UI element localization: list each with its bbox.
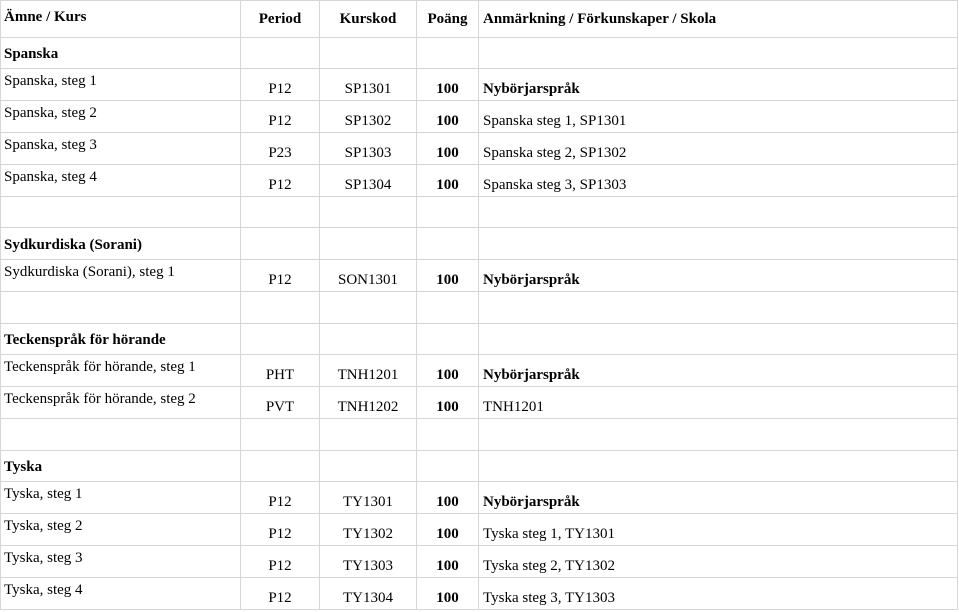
cell-anmarkning: Nybörjarspråk (479, 482, 958, 514)
cell-poang: 100 (417, 165, 479, 197)
cell-kurskod (320, 228, 417, 260)
cell-kurskod (320, 292, 417, 324)
cell-amne: Teckenspråk för hörande, steg 1 (0, 355, 241, 387)
cell-anmarkning: Spanska steg 2, SP1302 (479, 133, 958, 165)
header-period: Period (241, 0, 320, 38)
cell-anmarkning (479, 228, 958, 260)
cell-kurskod: TNH1201 (320, 355, 417, 387)
cell-anmarkning: Spanska steg 3, SP1303 (479, 165, 958, 197)
spacer-row (0, 197, 958, 228)
cell-period (241, 419, 320, 451)
cell-amne (0, 419, 241, 451)
cell-amne: Spanska, steg 3 (0, 133, 241, 165)
cell-kurskod: TNH1202 (320, 387, 417, 419)
cell-poang: 100 (417, 482, 479, 514)
cell-amne: Spanska, steg 4 (0, 165, 241, 197)
cell-poang (417, 292, 479, 324)
cell-poang (417, 419, 479, 451)
cell-anmarkning (479, 419, 958, 451)
cell-kurskod: TY1302 (320, 514, 417, 546)
cell-kurskod: TY1304 (320, 578, 417, 610)
header-poang: Poäng (417, 0, 479, 38)
cell-period: P12 (241, 260, 320, 292)
cell-amne: Tyska, steg 3 (0, 546, 241, 578)
cell-poang: 100 (417, 101, 479, 133)
cell-kurskod (320, 451, 417, 482)
cell-poang: 100 (417, 546, 479, 578)
cell-anmarkning (479, 451, 958, 482)
cell-anmarkning: Nybörjarspråk (479, 355, 958, 387)
cell-anmarkning: Nybörjarspråk (479, 260, 958, 292)
cell-poang (417, 324, 479, 355)
cell-poang: 100 (417, 133, 479, 165)
table-row (0, 133, 958, 165)
cell-amne: Spanska, steg 1 (0, 69, 241, 101)
cell-poang (417, 197, 479, 228)
table-row (0, 260, 958, 292)
cell-anmarkning (479, 197, 958, 228)
cell-kurskod: SP1302 (320, 101, 417, 133)
cell-anmarkning (479, 38, 958, 69)
cell-kurskod (320, 38, 417, 69)
cell-period (241, 292, 320, 324)
cell-period (241, 451, 320, 482)
cell-anmarkning: Spanska steg 1, SP1301 (479, 101, 958, 133)
cell-period: P12 (241, 546, 320, 578)
cell-amne: Sydkurdiska (Sorani) (0, 228, 241, 260)
spacer-row (0, 419, 958, 451)
cell-poang: 100 (417, 514, 479, 546)
cell-amne: Tyska, steg 1 (0, 482, 241, 514)
cell-period: P12 (241, 514, 320, 546)
table-header-row (0, 0, 958, 38)
cell-anmarkning: Tyska steg 1, TY1301 (479, 514, 958, 546)
cell-kurskod: TY1301 (320, 482, 417, 514)
cell-amne: Tyska (0, 451, 241, 482)
cell-period (241, 324, 320, 355)
cell-period: P12 (241, 578, 320, 610)
cell-period: P12 (241, 482, 320, 514)
cell-kurskod (320, 197, 417, 228)
spacer-row (0, 292, 958, 324)
cell-anmarkning: Tyska steg 3, TY1303 (479, 578, 958, 610)
cell-kurskod: SON1301 (320, 260, 417, 292)
cell-amne: Teckenspråk för hörande, steg 2 (0, 387, 241, 419)
cell-period (241, 228, 320, 260)
cell-amne: Spanska (0, 38, 241, 69)
cell-poang: 100 (417, 355, 479, 387)
table-row (0, 69, 958, 101)
table-row (0, 546, 958, 578)
table-row (0, 578, 958, 610)
cell-poang (417, 451, 479, 482)
table-row (0, 101, 958, 133)
cell-poang (417, 228, 479, 260)
cell-amne (0, 197, 241, 228)
cell-kurskod: SP1301 (320, 69, 417, 101)
header-anmarkning: Anmärkning / Förkunskaper / Skola (479, 0, 958, 38)
table-row (0, 514, 958, 546)
cell-period: P12 (241, 165, 320, 197)
cell-period: P23 (241, 133, 320, 165)
cell-kurskod (320, 324, 417, 355)
cell-amne: Teckenspråk för hörande (0, 324, 241, 355)
cell-amne: Tyska, steg 4 (0, 578, 241, 610)
cell-poang: 100 (417, 578, 479, 610)
cell-poang: 100 (417, 387, 479, 419)
table-row (0, 165, 958, 197)
cell-anmarkning: TNH1201 (479, 387, 958, 419)
cell-anmarkning: Nybörjarspråk (479, 69, 958, 101)
cell-kurskod: TY1303 (320, 546, 417, 578)
cell-poang: 100 (417, 69, 479, 101)
cell-anmarkning: Tyska steg 2, TY1302 (479, 546, 958, 578)
cell-amne: Tyska, steg 2 (0, 514, 241, 546)
cell-poang (417, 38, 479, 69)
cell-kurskod: SP1304 (320, 165, 417, 197)
section-header-row (0, 38, 958, 69)
header-kurskod: Kurskod (320, 0, 417, 38)
section-header-row (0, 451, 958, 482)
cell-period (241, 197, 320, 228)
cell-anmarkning (479, 324, 958, 355)
cell-period: PHT (241, 355, 320, 387)
cell-period (241, 38, 320, 69)
cell-period: PVT (241, 387, 320, 419)
header-amne: Ämne / Kurs (0, 0, 241, 38)
cell-kurskod (320, 419, 417, 451)
cell-period: P12 (241, 101, 320, 133)
cell-kurskod: SP1303 (320, 133, 417, 165)
cell-anmarkning (479, 292, 958, 324)
cell-amne: Sydkurdiska (Sorani), steg 1 (0, 260, 241, 292)
section-header-row (0, 228, 958, 260)
section-header-row (0, 324, 958, 355)
table-row (0, 387, 958, 419)
table-row (0, 482, 958, 514)
cell-amne: Spanska, steg 2 (0, 101, 241, 133)
cell-poang: 100 (417, 260, 479, 292)
cell-amne (0, 292, 241, 324)
cell-period: P12 (241, 69, 320, 101)
table-row (0, 355, 958, 387)
